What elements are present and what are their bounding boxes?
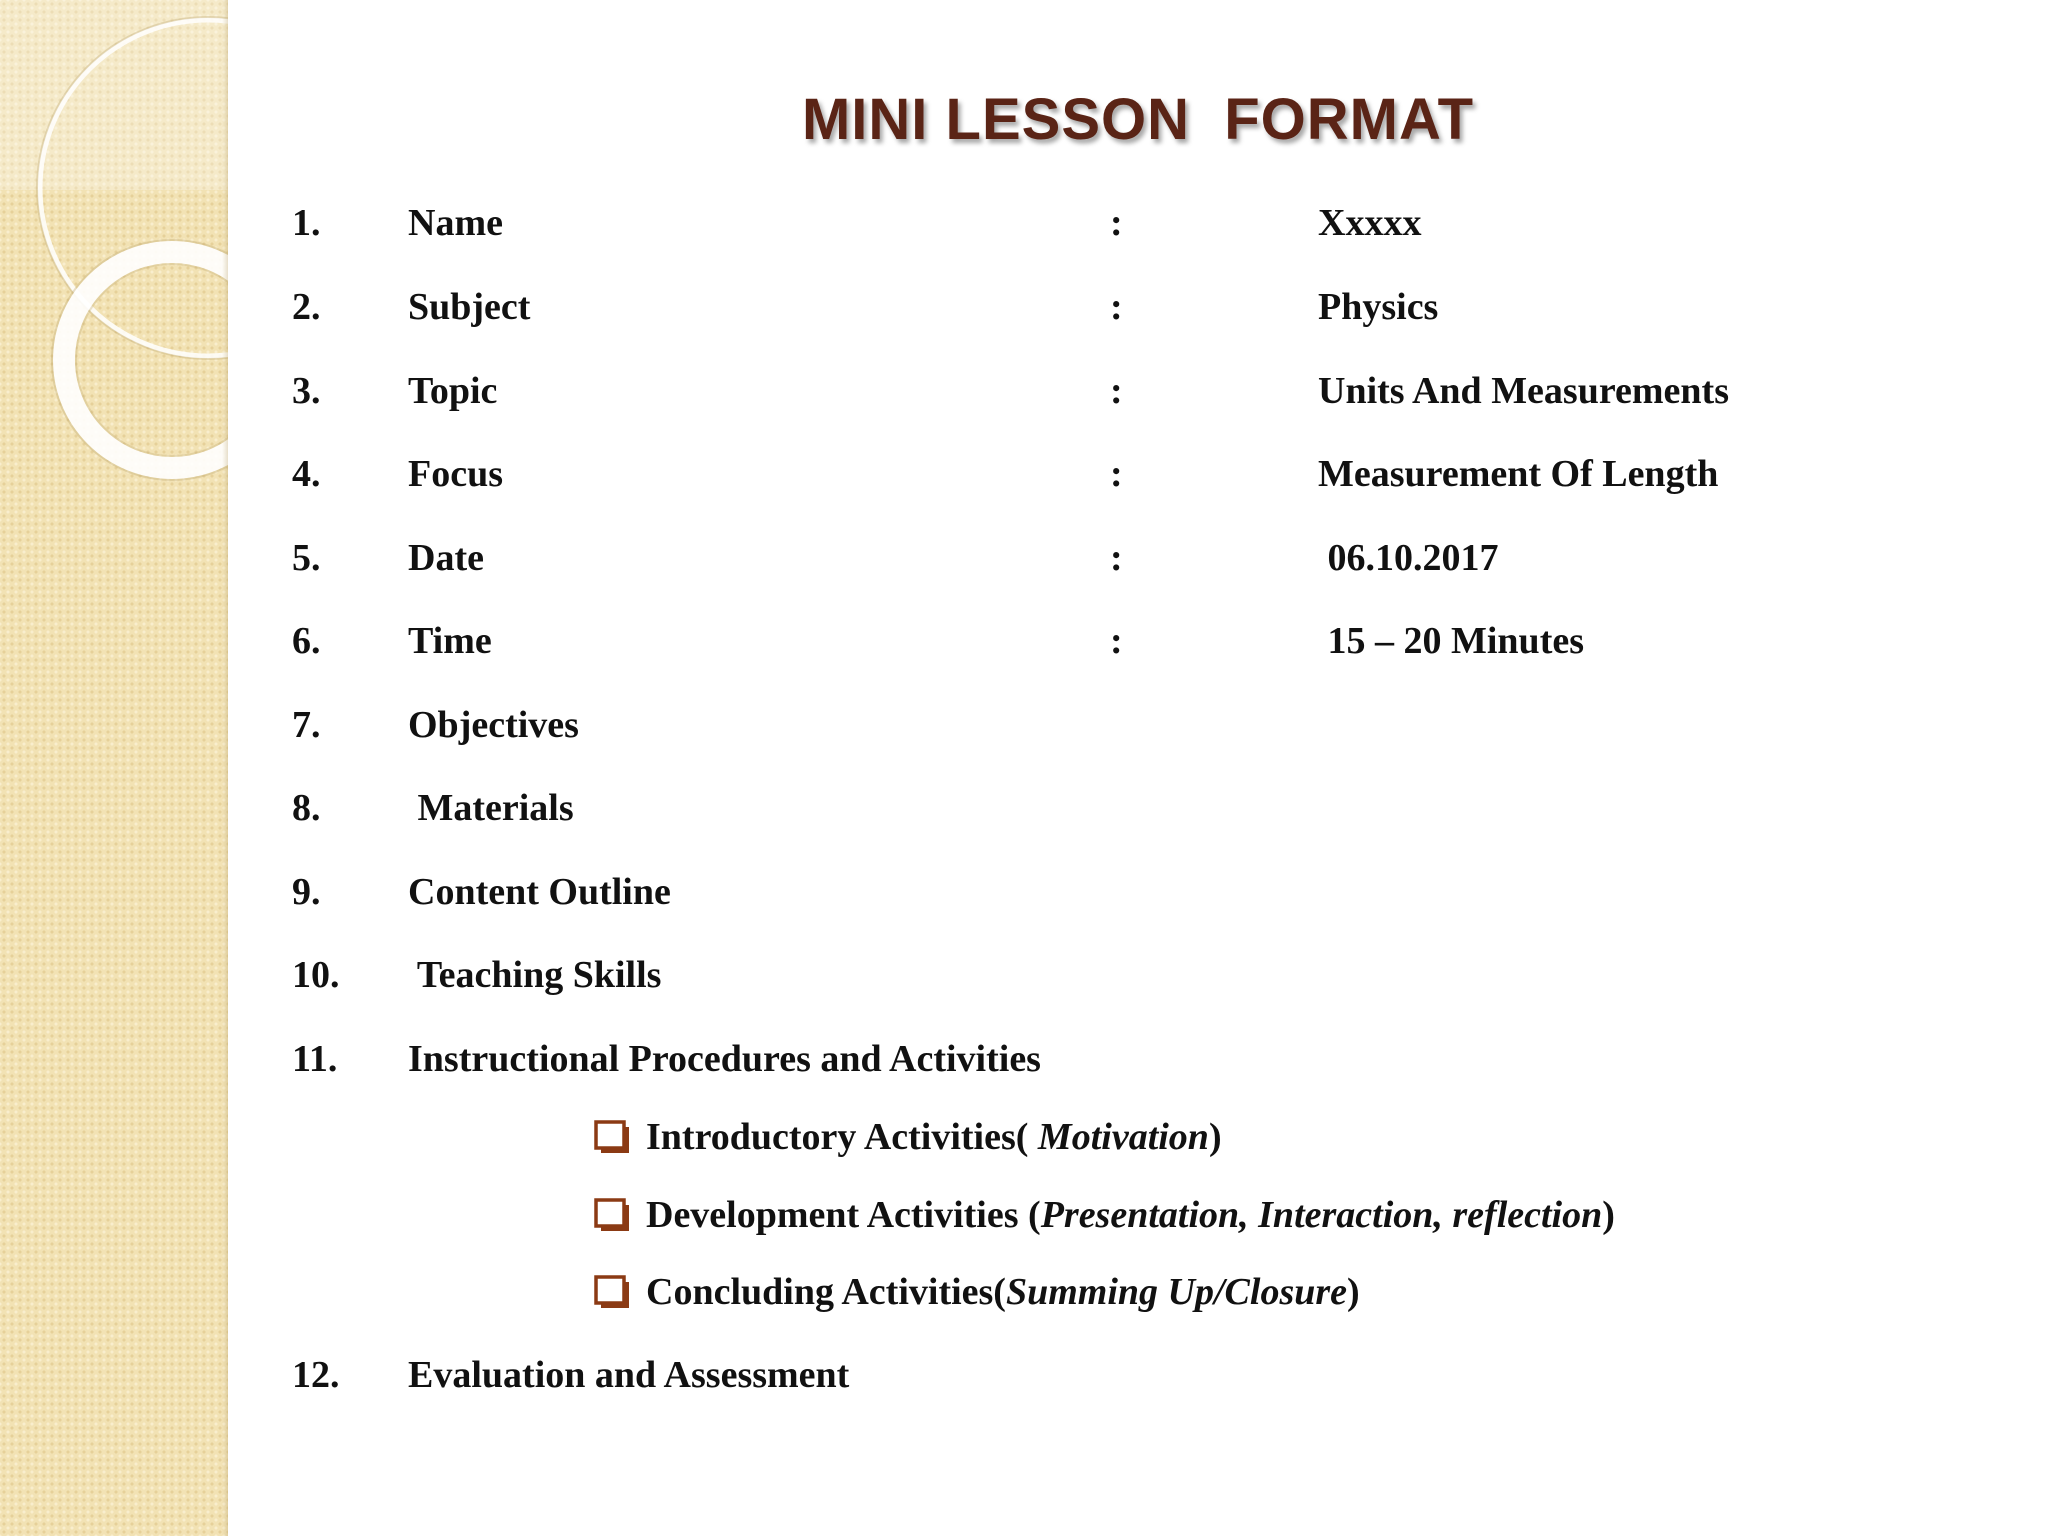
checkbox-square-icon xyxy=(594,1198,632,1234)
item-value: Physics xyxy=(1318,286,1439,328)
item-label: Subject xyxy=(408,286,531,328)
item-label: Name xyxy=(408,202,503,244)
item-number: 12. xyxy=(292,1354,340,1396)
circle-ring-decoration xyxy=(0,0,228,1536)
item-label: Topic xyxy=(408,370,498,412)
sub-item-text: Concluding Activities(Summing Up/Closure) xyxy=(646,1271,1360,1313)
item-number: 7. xyxy=(292,704,321,746)
item-number: 1. xyxy=(292,202,321,244)
item-number: 6. xyxy=(292,620,321,662)
item-colon: : xyxy=(1110,370,1123,412)
item-number: 5. xyxy=(292,537,321,579)
item-value: Units And Measurements xyxy=(1318,370,1729,412)
item-label: Date xyxy=(408,537,484,579)
item-colon: : xyxy=(1110,286,1123,328)
item-colon: : xyxy=(1110,453,1123,495)
item-label: Time xyxy=(408,620,492,662)
item-value: 15 – 20 Minutes xyxy=(1318,620,1584,662)
item-label: Focus xyxy=(408,453,503,495)
item-label: Evaluation and Assessment xyxy=(408,1354,850,1396)
item-label: Content Outline xyxy=(408,871,671,913)
item-value: Xxxxx xyxy=(1318,202,1422,244)
item-number: 3. xyxy=(292,370,321,412)
decorative-sidebar xyxy=(0,0,228,1536)
item-number: 11. xyxy=(292,1038,338,1080)
item-number: 4. xyxy=(292,453,321,495)
item-value: Measurement Of Length xyxy=(1318,453,1719,495)
item-label: Instructional Procedures and Activities xyxy=(408,1038,1041,1080)
item-number: 2. xyxy=(292,286,321,328)
item-colon: : xyxy=(1110,537,1123,579)
item-label: Materials xyxy=(408,787,574,829)
slide-title: MINI LESSON FORMAT xyxy=(801,87,1474,152)
item-label: Objectives xyxy=(408,704,579,746)
item-number: 8. xyxy=(292,787,321,829)
item-colon: : xyxy=(1110,620,1123,662)
item-label: Teaching Skills xyxy=(408,954,662,996)
checkbox-square-icon xyxy=(594,1120,632,1156)
checkbox-square-icon xyxy=(594,1275,632,1311)
sub-item-text: Development Activities (Presentation, Interaction, reflection) xyxy=(646,1194,1615,1236)
sub-item-text: Introductory Activities( Motivation) xyxy=(646,1116,1222,1158)
item-colon: : xyxy=(1110,202,1123,244)
item-value: 06.10.2017 xyxy=(1318,537,1499,579)
item-number: 10. xyxy=(292,954,340,996)
item-number: 9. xyxy=(292,871,321,913)
